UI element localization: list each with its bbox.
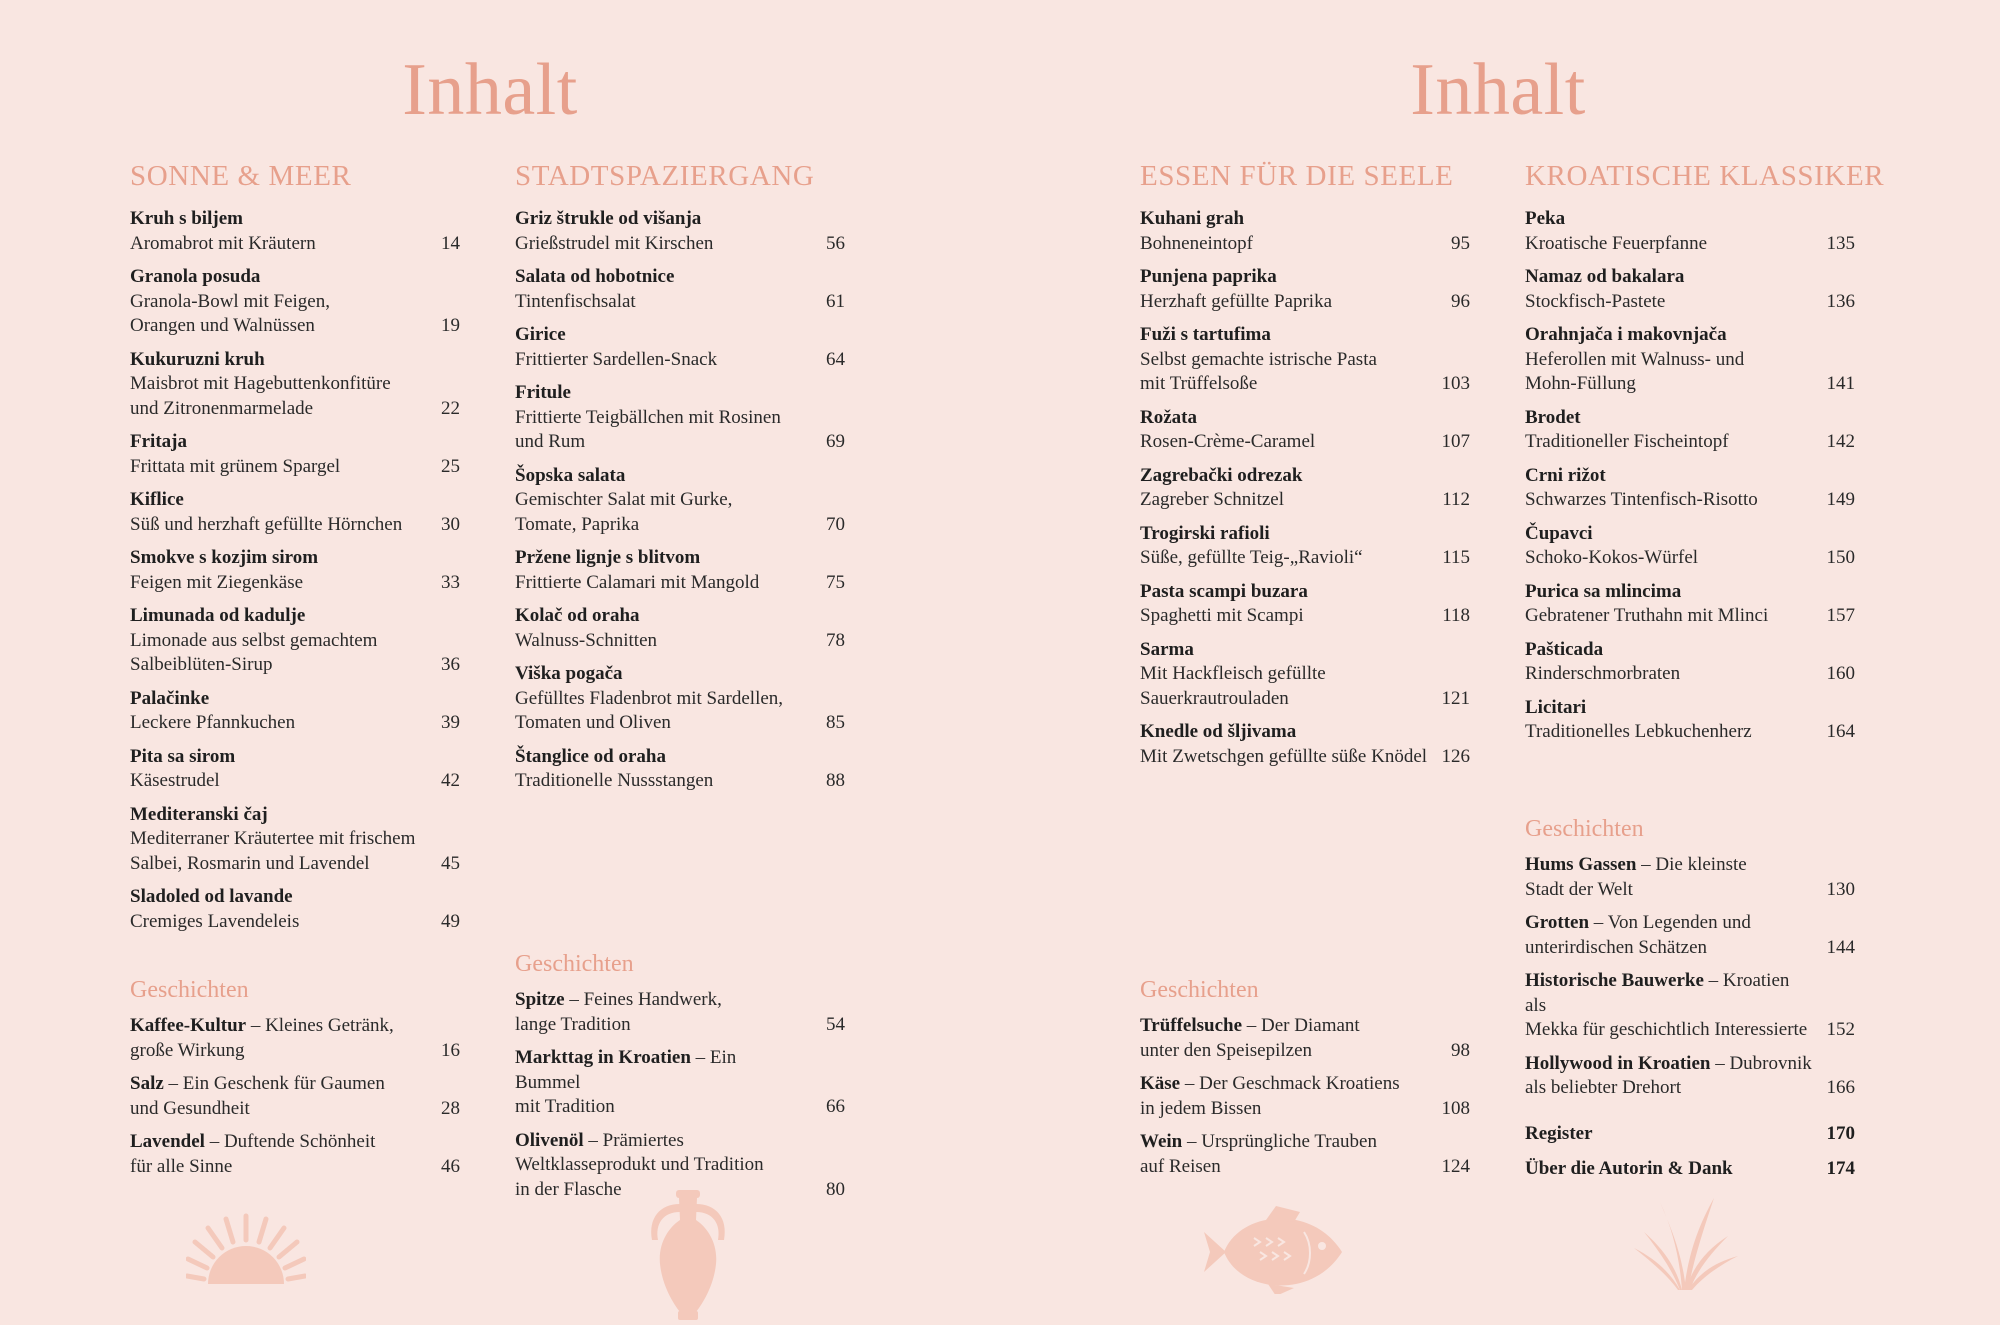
story-entry [130, 1072, 460, 1121]
story-text [1525, 911, 1813, 960]
recipe-subtitle: Gemischter Salat mit Gurke, Tomate, Paprika [515, 489, 733, 535]
story-description: – Dubrovnik als beliebter Drehort [1525, 1052, 1812, 1098]
page-number: 115 [1442, 547, 1470, 568]
page-number: 157 [1826, 605, 1855, 626]
story-list [1140, 1014, 1470, 1179]
story-entry [515, 1046, 845, 1120]
story-list [130, 1014, 460, 1179]
section-heading: KROATISCHE KLASSIKER [1525, 160, 1885, 192]
seaweed-icon [1630, 1192, 1740, 1292]
toc-column-stadtspaziergang [515, 160, 845, 803]
page-number: 69 [826, 431, 845, 452]
page-number: 112 [1442, 489, 1470, 510]
page-number: 54 [826, 1013, 845, 1035]
recipe-subtitle: Rinderschmorbraten [1525, 663, 1681, 684]
story-description: – Duftende Schönheit für alle Sinne [130, 1131, 376, 1177]
story-entry [515, 988, 845, 1037]
story-entry [1140, 1130, 1470, 1179]
story-description: – Ein Geschenk für Gaumen und Gesundheit [130, 1073, 385, 1119]
toc-column-essen-fuer-die-seele [1140, 160, 1470, 778]
recipe-subtitle: Mediterraner Kräutertee mit frischem Salbei, Rosmarin und Lavendel [130, 828, 416, 874]
recipe-subtitle: Granola-Bowl mit Feigen, Orangen und Walnüssen [130, 290, 330, 336]
stories-heading: Geschichten [515, 951, 634, 977]
story-entry [130, 1014, 460, 1063]
recipe-subtitle: Schwarzes Tintenfisch-Risotto [1525, 489, 1758, 510]
stories-column-essen-fuer-die-seele [1140, 977, 1470, 1188]
story-description: – Ein Bummel mit Tradition [515, 1047, 737, 1117]
recipe-subtitle: Stockfisch-Pastete [1525, 290, 1666, 312]
toc-entry [515, 381, 845, 455]
recipe-subtitle: Schoko-Kokos-Würfel [1525, 547, 1699, 568]
story-title: Käse [1140, 1073, 1181, 1094]
recipe-subtitle: Heferollen mit Walnuss- und Mohn-Füllung [1525, 348, 1745, 394]
recipe-title: Granola posuda [130, 266, 261, 287]
story-entry [1140, 1072, 1470, 1121]
toc-entry [130, 604, 460, 678]
sun-icon [186, 1212, 306, 1287]
page-number: 14 [441, 232, 460, 254]
recipe-subtitle: Selbst gemachte istrische Pasta mit Trüffelsoße [1140, 348, 1377, 394]
recipe-title: Šopska salata [515, 464, 626, 486]
story-title: Wein [1140, 1131, 1183, 1152]
page-number: 170 [1826, 1123, 1855, 1144]
recipe-subtitle: Leckere Pfannkuchen [130, 712, 296, 733]
recipe-title: Girice [515, 324, 566, 345]
final-list [1525, 1122, 1855, 1181]
story-text [1525, 969, 1813, 1043]
toc-entry [130, 745, 460, 794]
toc-entry [1525, 265, 1855, 314]
page-title: Inhalt [402, 49, 578, 131]
recipe-title: Sladoled od lavande [130, 886, 293, 907]
story-title: Hums Gassen [1525, 854, 1637, 875]
toc-entry [1525, 580, 1855, 629]
story-text [515, 988, 803, 1037]
recipe-subtitle: Limonade aus selbst gemachtem Salbeiblüten-Sirup [130, 629, 378, 675]
story-description: – Kleines Getränk, große Wirkung [130, 1015, 394, 1061]
toc-entry [130, 207, 460, 256]
recipe-title: Pašticada [1525, 638, 1604, 660]
toc-entry [130, 803, 460, 877]
story-description: – Der Geschmack Kroatiens in jedem Bissen [1140, 1073, 1400, 1119]
recipe-title: Kolač od oraha [515, 605, 640, 626]
story-text [1140, 1014, 1428, 1063]
page-number: 107 [1441, 431, 1470, 452]
toc-entry [1525, 323, 1855, 397]
recipe-title: Pržene lignje s blitvom [515, 547, 701, 568]
page-number: 108 [1441, 1097, 1470, 1119]
section-heading: ESSEN FÜR DIE SEELE [1140, 160, 1454, 192]
recipe-subtitle: Süß und herzhaft gefüllte Hörnchen [130, 513, 403, 535]
story-entry [1525, 853, 1855, 902]
recipe-title: Zagrebački odrezak [1140, 464, 1303, 486]
page-number: 66 [826, 1096, 845, 1117]
recipe-title: Pasta scampi buzara [1140, 580, 1308, 602]
toc-entry [515, 745, 845, 794]
story-list [515, 988, 845, 1202]
stories-column-kroatische-klassiker [1525, 816, 1855, 1110]
entry-list [130, 207, 460, 934]
final-links [1525, 1122, 1855, 1191]
page-number: 75 [826, 571, 845, 593]
recipe-subtitle: Gebratener Truthahn mit Mlinci [1525, 605, 1769, 626]
stories-heading: Geschichten [1140, 977, 1259, 1003]
toc-entry [130, 348, 460, 422]
page-number: 103 [1441, 373, 1470, 394]
recipe-title: Knedle od šljivama [1140, 721, 1297, 742]
story-description: – Die kleinste Stadt der Welt [1525, 854, 1747, 900]
recipe-title: Čupavci [1525, 522, 1593, 544]
story-title: Grotten [1525, 912, 1590, 933]
right-page [1000, 0, 2000, 1325]
recipe-title: Štanglice od oraha [515, 745, 666, 767]
recipe-title: Sarma [1140, 638, 1194, 660]
toc-entry [130, 546, 460, 595]
recipe-subtitle: Grießstrudel mit Kirschen [515, 232, 714, 254]
story-description: – Prämiertes Weltklasseprodukt und Tradition in der Flasche [515, 1129, 764, 1200]
recipe-title: Smokve s kozjim sirom [130, 547, 319, 568]
recipe-title: Palačinke [130, 687, 210, 709]
recipe-subtitle: Aromabrot mit Kräutern [130, 232, 316, 254]
final-entry [1525, 1122, 1855, 1147]
page-number: 149 [1826, 489, 1855, 510]
page-number: 85 [826, 712, 845, 733]
story-entry [1525, 911, 1855, 960]
recipe-title: Peka [1525, 208, 1566, 229]
page-number: 142 [1826, 431, 1855, 452]
toc-entry [130, 488, 460, 537]
recipe-title: Limunada od kadulje [130, 605, 306, 626]
fish-icon [1204, 1204, 1354, 1294]
page-number: 121 [1441, 687, 1470, 709]
toc-entry [1525, 464, 1855, 513]
stories-heading: Geschichten [1525, 816, 1644, 842]
stories-heading: Geschichten [130, 977, 249, 1003]
recipe-subtitle: Walnuss-Schnitten [515, 629, 658, 651]
toc-entry [1525, 207, 1855, 256]
page-number: 33 [441, 571, 460, 593]
page-number: 130 [1826, 878, 1855, 900]
page-number: 126 [1441, 745, 1470, 767]
toc-entry [1525, 638, 1855, 687]
recipe-title: Crni rižot [1525, 464, 1606, 486]
page-title: Inhalt [1410, 49, 1586, 131]
page-number: 49 [441, 910, 460, 932]
toc-entry [1140, 323, 1470, 397]
story-description: – Kroatien als Mekka für geschichtlich Interessierte [1525, 970, 1808, 1040]
page-number: 96 [1451, 290, 1470, 312]
story-text [1525, 1052, 1813, 1101]
story-title: Markttag in Kroatien [515, 1047, 691, 1068]
recipe-subtitle: Herzhaft gefüllte Paprika [1140, 290, 1333, 312]
page-number: 45 [441, 852, 460, 874]
story-text [1140, 1072, 1428, 1121]
recipe-subtitle: Zagreber Schnitzel [1140, 489, 1285, 510]
recipe-subtitle: Traditionelles Lebkuchenherz [1525, 721, 1752, 742]
story-title: Historische Bauwerke [1525, 970, 1704, 991]
story-entry [1140, 1014, 1470, 1063]
toc-entry [130, 265, 460, 339]
page-number: 95 [1451, 232, 1470, 254]
story-description: – Von Legenden und unterirdischen Schätzen [1525, 912, 1751, 958]
page-number: 80 [826, 1178, 845, 1200]
story-title: Trüffelsuche [1140, 1015, 1243, 1036]
recipe-title: Fritaja [130, 431, 187, 452]
story-entry [1525, 1052, 1855, 1101]
recipe-subtitle: Tintenfischsalat [515, 290, 636, 312]
recipe-subtitle: Bohneneintopf [1140, 232, 1253, 254]
page-number: 64 [826, 348, 845, 370]
stories-column-sonne-meer [130, 977, 460, 1188]
toc-entry [515, 662, 845, 736]
recipe-title: Mediteranski čaj [130, 803, 268, 825]
page-number: 19 [441, 315, 460, 336]
toc-entry [515, 604, 845, 653]
recipe-subtitle: Mit Zwetschgen gefüllte süße Knödel [1140, 745, 1428, 767]
recipe-subtitle: Frittierte Teigbällchen mit Rosinen und Rum [515, 406, 781, 452]
recipe-subtitle: Mit Hackfleisch gefüllte Sauerkrautrouladen [1140, 663, 1326, 709]
page-number: 39 [441, 712, 460, 733]
page-number: 46 [441, 1155, 460, 1177]
recipe-title: Fuži s tartufima [1140, 324, 1271, 345]
page-number: 135 [1826, 232, 1855, 254]
section-heading: STADTSPAZIERGANG [515, 160, 815, 192]
page-number: 22 [441, 397, 460, 419]
story-text [130, 1072, 418, 1121]
recipe-subtitle: Feigen mit Ziegenkäse [130, 571, 304, 593]
page-number: 136 [1826, 290, 1855, 312]
page-number: 166 [1826, 1077, 1855, 1098]
recipe-title: Fritule [515, 382, 571, 403]
toc-entry [515, 464, 845, 538]
recipe-subtitle: Käsestrudel [130, 770, 220, 791]
page-number: 141 [1826, 373, 1855, 394]
recipe-title: Punjena paprika [1140, 266, 1277, 287]
story-title: Lavendel [130, 1131, 205, 1152]
story-text [515, 1046, 803, 1120]
story-title: Hollywood in Kroatien [1525, 1052, 1711, 1074]
recipe-subtitle: Frittierte Calamari mit Mangold [515, 571, 760, 593]
amphora-icon [638, 1188, 738, 1320]
recipe-title: Trogirski rafioli [1140, 522, 1270, 544]
page-number: 70 [826, 513, 845, 535]
page-number: 174 [1826, 1157, 1855, 1179]
page-number: 36 [441, 654, 460, 675]
recipe-subtitle: Spaghetti mit Scampi [1140, 605, 1304, 626]
final-label: Register [1525, 1123, 1593, 1144]
toc-entry [1140, 464, 1470, 513]
story-title: Salz [130, 1073, 164, 1094]
recipe-title: Viška pogača [515, 663, 623, 684]
page-number: 30 [441, 513, 460, 535]
toc-entry [1140, 638, 1470, 712]
recipe-title: Licitari [1525, 696, 1587, 718]
toc-entry [130, 885, 460, 934]
toc-entry [515, 546, 845, 595]
recipe-subtitle: Gefülltes Fladenbrot mit Sardellen, Tomaten und Oliven [515, 687, 784, 733]
recipe-title: Orahnjača i makovnjača [1525, 324, 1727, 345]
page-number: 25 [441, 455, 460, 477]
recipe-title: Griz štrukle od višanja [515, 208, 702, 229]
page-number: 56 [826, 232, 845, 254]
page-number: 124 [1441, 1155, 1470, 1177]
recipe-title: Kuhani grah [1140, 208, 1245, 229]
toc-entry [1525, 522, 1855, 571]
recipe-title: Namaz od bakalara [1525, 266, 1685, 287]
recipe-title: Salata od hobotnice [515, 266, 675, 287]
story-text [1525, 853, 1813, 902]
recipe-subtitle: Kroatische Feuerpfanne [1525, 232, 1708, 254]
recipe-subtitle: Frittierter Sardellen-Snack [515, 348, 718, 370]
toc-entry [515, 265, 845, 314]
recipe-subtitle: Cremiges Lavendeleis [130, 910, 300, 932]
recipe-subtitle: Rosen-Crème-Caramel [1140, 431, 1316, 452]
page-number: 88 [826, 770, 845, 791]
page-number: 78 [826, 629, 845, 651]
toc-entry [515, 323, 845, 372]
story-title: Spitze [515, 989, 565, 1010]
story-description: – Feines Handwerk, lange Tradition [515, 989, 722, 1035]
page-number: 150 [1826, 547, 1855, 568]
story-entry [130, 1130, 460, 1179]
story-list [1525, 853, 1855, 1101]
recipe-title: Kruh s biljem [130, 208, 243, 229]
toc-entry [1525, 406, 1855, 455]
recipe-title: Kukuruzni kruh [130, 348, 265, 370]
entry-list [1140, 207, 1470, 769]
page-number: 144 [1826, 936, 1855, 958]
page-number: 28 [441, 1097, 460, 1119]
toc-entry [1140, 522, 1470, 571]
final-entry [1525, 1157, 1855, 1182]
toc-column-kroatische-klassiker [1525, 160, 1885, 754]
stories-column-stadtspaziergang [515, 951, 845, 1211]
toc-column-sonne-meer [130, 160, 460, 943]
story-text [130, 1130, 418, 1179]
toc-entry [1140, 406, 1470, 455]
toc-entry [1140, 265, 1470, 314]
toc-entry [1140, 580, 1470, 629]
recipe-title: Brodet [1525, 406, 1581, 428]
recipe-title: Purica sa mlincima [1525, 580, 1682, 602]
page-number: 98 [1451, 1039, 1470, 1061]
story-description: – Ursprüngliche Trauben auf Reisen [1140, 1131, 1377, 1177]
recipe-subtitle: Frittata mit grünem Spargel [130, 455, 341, 477]
story-text [130, 1014, 418, 1063]
recipe-subtitle: Maisbrot mit Hagebuttenkonfitüre und Zitronenmarmelade [130, 373, 391, 419]
story-title: Kaffee-Kultur [130, 1015, 247, 1036]
toc-entry [130, 687, 460, 736]
recipe-subtitle: Traditioneller Fischeintopf [1525, 431, 1729, 452]
section-heading: SONNE & MEER [130, 160, 352, 192]
recipe-title: Kiflice [130, 489, 184, 510]
toc-entry [515, 207, 845, 256]
entry-list [1525, 207, 1855, 745]
recipe-title: Rožata [1140, 406, 1197, 428]
toc-entry [130, 430, 460, 479]
final-label: Über die Autorin & Dank [1525, 1157, 1733, 1179]
page-number: 164 [1826, 721, 1855, 742]
page-number: 16 [441, 1039, 460, 1061]
page-number: 160 [1826, 663, 1855, 684]
toc-entry [1140, 720, 1470, 769]
story-description: – Der Diamant unter den Speisepilzen [1140, 1015, 1360, 1061]
recipe-subtitle: Traditionelle Nussstangen [515, 770, 714, 791]
page-number: 152 [1826, 1019, 1855, 1040]
story-text [1140, 1130, 1428, 1179]
toc-entry [1140, 207, 1470, 256]
recipe-subtitle: Süße, gefüllte Teig-„Ravioli“ [1140, 547, 1363, 568]
recipe-title: Pita sa sirom [130, 745, 236, 767]
toc-entry [1525, 696, 1855, 745]
story-entry [1525, 969, 1855, 1043]
story-title: Olivenöl [515, 1129, 584, 1151]
page-number: 61 [826, 290, 845, 312]
entry-list [515, 207, 845, 794]
page-number: 118 [1442, 605, 1470, 626]
page-number: 42 [441, 770, 460, 791]
